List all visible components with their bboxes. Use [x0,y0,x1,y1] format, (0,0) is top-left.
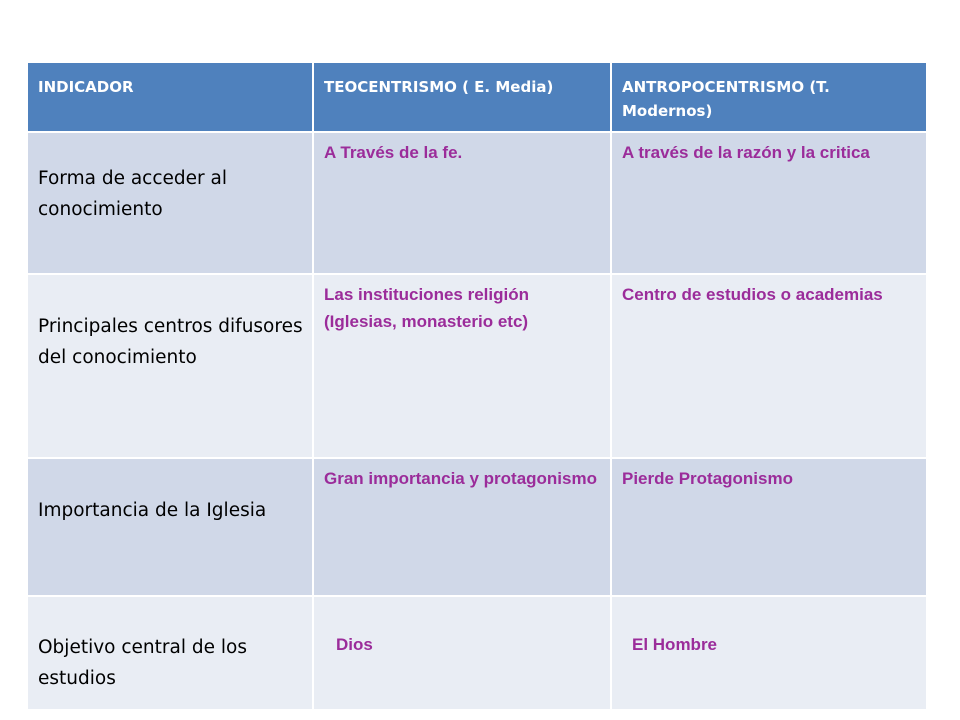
header-antropocentrismo: ANTROPOCENTRISMO (T. Modernos) [611,62,927,132]
comparison-table [26,61,928,711]
teocentrismo-cell: A Través de la fe. [313,132,611,274]
indicator-cell: Principales centros difusores del conocimiento [27,274,313,458]
teocentrismo-cell: Gran importancia y protagonismo [313,458,611,596]
table-row [27,596,927,710]
indicator-cell: Objetivo central de los estudios [27,596,313,710]
header-row [27,62,927,132]
header-teocentrismo: TEOCENTRISMO ( E. Media) [313,62,611,132]
indicator-cell: Importancia de la Iglesia [27,458,313,596]
teocentrismo-cell: Dios [313,596,611,710]
antropocentrismo-cell: El Hombre [611,596,927,710]
table-row [27,274,927,458]
header-indicador: INDICADOR [27,62,313,132]
table-row [27,132,927,274]
indicator-cell: Forma de acceder al conocimiento [27,132,313,274]
antropocentrismo-cell: Centro de estudios o academias [611,274,927,458]
table-row [27,458,927,596]
antropocentrismo-cell: A través de la razón y la critica [611,132,927,274]
teocentrismo-cell: Las instituciones religión (Iglesias, monasterio etc) [313,274,611,458]
antropocentrismo-cell: Pierde Protagonismo [611,458,927,596]
